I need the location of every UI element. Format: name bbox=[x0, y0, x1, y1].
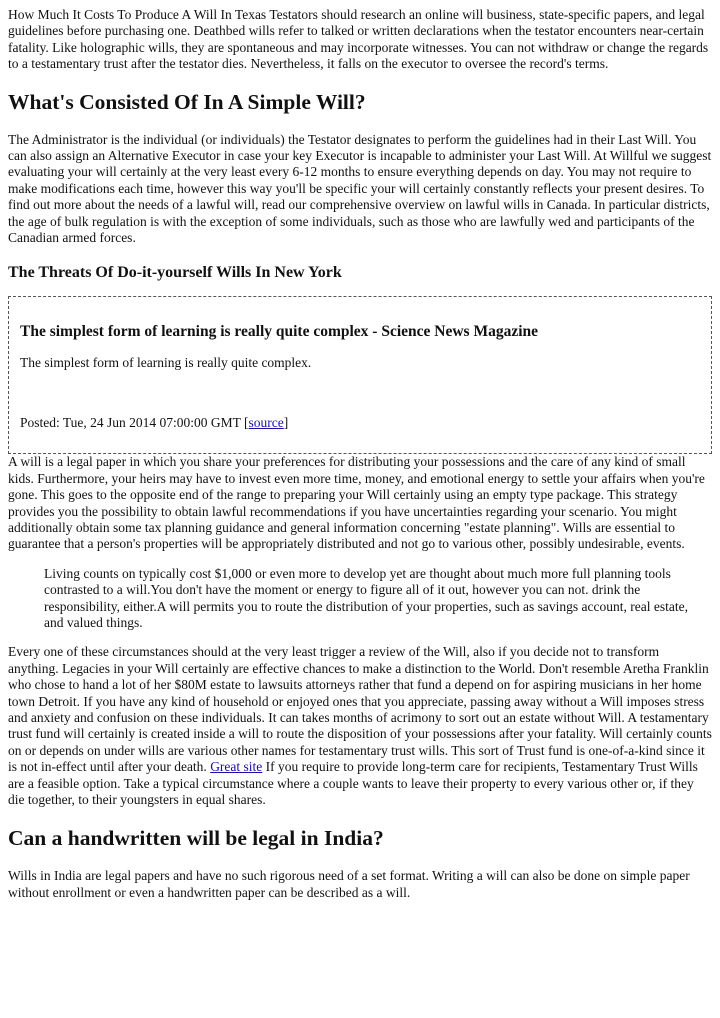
news-embed-box bbox=[8, 296, 712, 454]
circumstances-text-before: Every one of these circumstances should at the very least trigger a review of the Will, also if you decide not to transform anything. Legacies in your Will certainly are effective chances to make a distinction to the World. Don't resemble Aretha Franklin who chose to hand a lot of her $80M estate to lawsuits attorneys rather that fund a depend on for aspiring musicians in her home town Detroit. If you have any kind of household or enjoyed ones that you appreciate, passing away without a Will imposes stress and anxiety and confusion on these individuals. It can takes months of acrimony to sort out an estate without Will. A testamentary trust fund will certainly is created inside a will to route the disposition of your possessions after your fatality. Will certainly counts on or depends on under wills are various other names for testamentary trust wills. This sort of Trust fund is one-of-a-kind since it is not in-effect until after your death. bbox=[8, 644, 712, 775]
heading-handwritten-will-india: Can a handwritten will be legal in India? bbox=[8, 826, 384, 851]
living-trust-quote: Living counts on typically cost $1,000 or even more to develop yet are thought about much more full planning tools contrasted to a will.You don't have the moment or energy to figure all of it out, however you can not. drink the responsibility, either.A will permits you to route the distribution of your properties, such as savings account, real estate, and valued things. bbox=[44, 565, 688, 630]
circumstances-paragraph bbox=[8, 644, 712, 808]
news-posted-prefix: Posted: Tue, 24 Jun 2014 07:00:00 GMT [ bbox=[20, 414, 249, 430]
administrator-paragraph: The Administrator is the individual (or individuals) the Testator designates to perform the guidelines had in their Last Will. You can also assign an Alternative Executor in case your key Executor is incapable to administer your Last Will. At Willful we suggest evaluating your will certainly at the very least every 6-12 months to ensure everything depends on day. You may not require to make modifications each time, however this way you'll be specific your will certainly constantly reflects your present desires. To find out more about the needs of a lawful will, read our comprehensive overview on lawful wills in Canada. In particular districts, the age of bulk regulation is with the exception of some individuals, such as those who are lawfully wed and participants of the Canadian armed forces. bbox=[8, 131, 712, 246]
heading-diy-wills-risks: The Threats Of Do-it-yourself Wills In New York bbox=[8, 264, 342, 282]
news-source-link[interactable]: source bbox=[248, 414, 284, 430]
intro-paragraph: How Much It Costs To Produce A Will In Texas Testators should research an online will business, state-specific papers, and legal guidelines before purchasing one. Deathbed wills refer to talked or written declarations when the testator encounters near-certain fatality. Like holographic wills, they are spontaneous and may incorporate witnesses. You can not withdraw or change the regards to a testamentary trust after the testator dies. Nevertheless, it falls on the executor to oversee the record's terms. bbox=[8, 7, 709, 72]
india-wills-paragraph: Wills in India are legal papers and have no such rigorous need of a set format. Writing a will can also be done on simple paper without enrollment or even a handwritten paper can be described as a will. bbox=[8, 868, 690, 900]
heading-simple-will: What's Consisted Of In A Simple Will? bbox=[8, 89, 366, 114]
news-text: The simplest form of learning is really quite complex. bbox=[20, 355, 312, 371]
news-posted-suffix: ] bbox=[283, 414, 289, 430]
legal-paper-paragraph: A will is a legal paper in which you share your preferences for distributing your possessions and the care of any kind of small kids. Furthermore, your heirs may have to invest even more time, money, and emotional energy to settle your affairs when you're gone. This goes to the opposite end of the range to preparing your Will certainly using an empty type package. This strategy provides you the possibility to obtain lawful recommendations if you have uncertainties regarding your scenario. You might additionally obtain some tax planning guidance and general information concerning "estate planning". Wills are essential to guarantee that a person's properties will be appropriately distributed and not go to various other, possibly undesirable, events. bbox=[8, 454, 705, 552]
news-title: The simplest form of learning is really quite complex - Science News Magazine bbox=[20, 323, 539, 341]
circumstances-text-after: If you require to provide long-term care for recipients, Testamentary Trust Wills are a feasible option. Take a typical circumstance where a couple wants to leave their property to every various other or, if they die together, to their youngsters in equal shares. bbox=[8, 759, 698, 807]
great-site-link[interactable]: Great site bbox=[210, 759, 263, 775]
news-posted-line bbox=[20, 415, 700, 431]
